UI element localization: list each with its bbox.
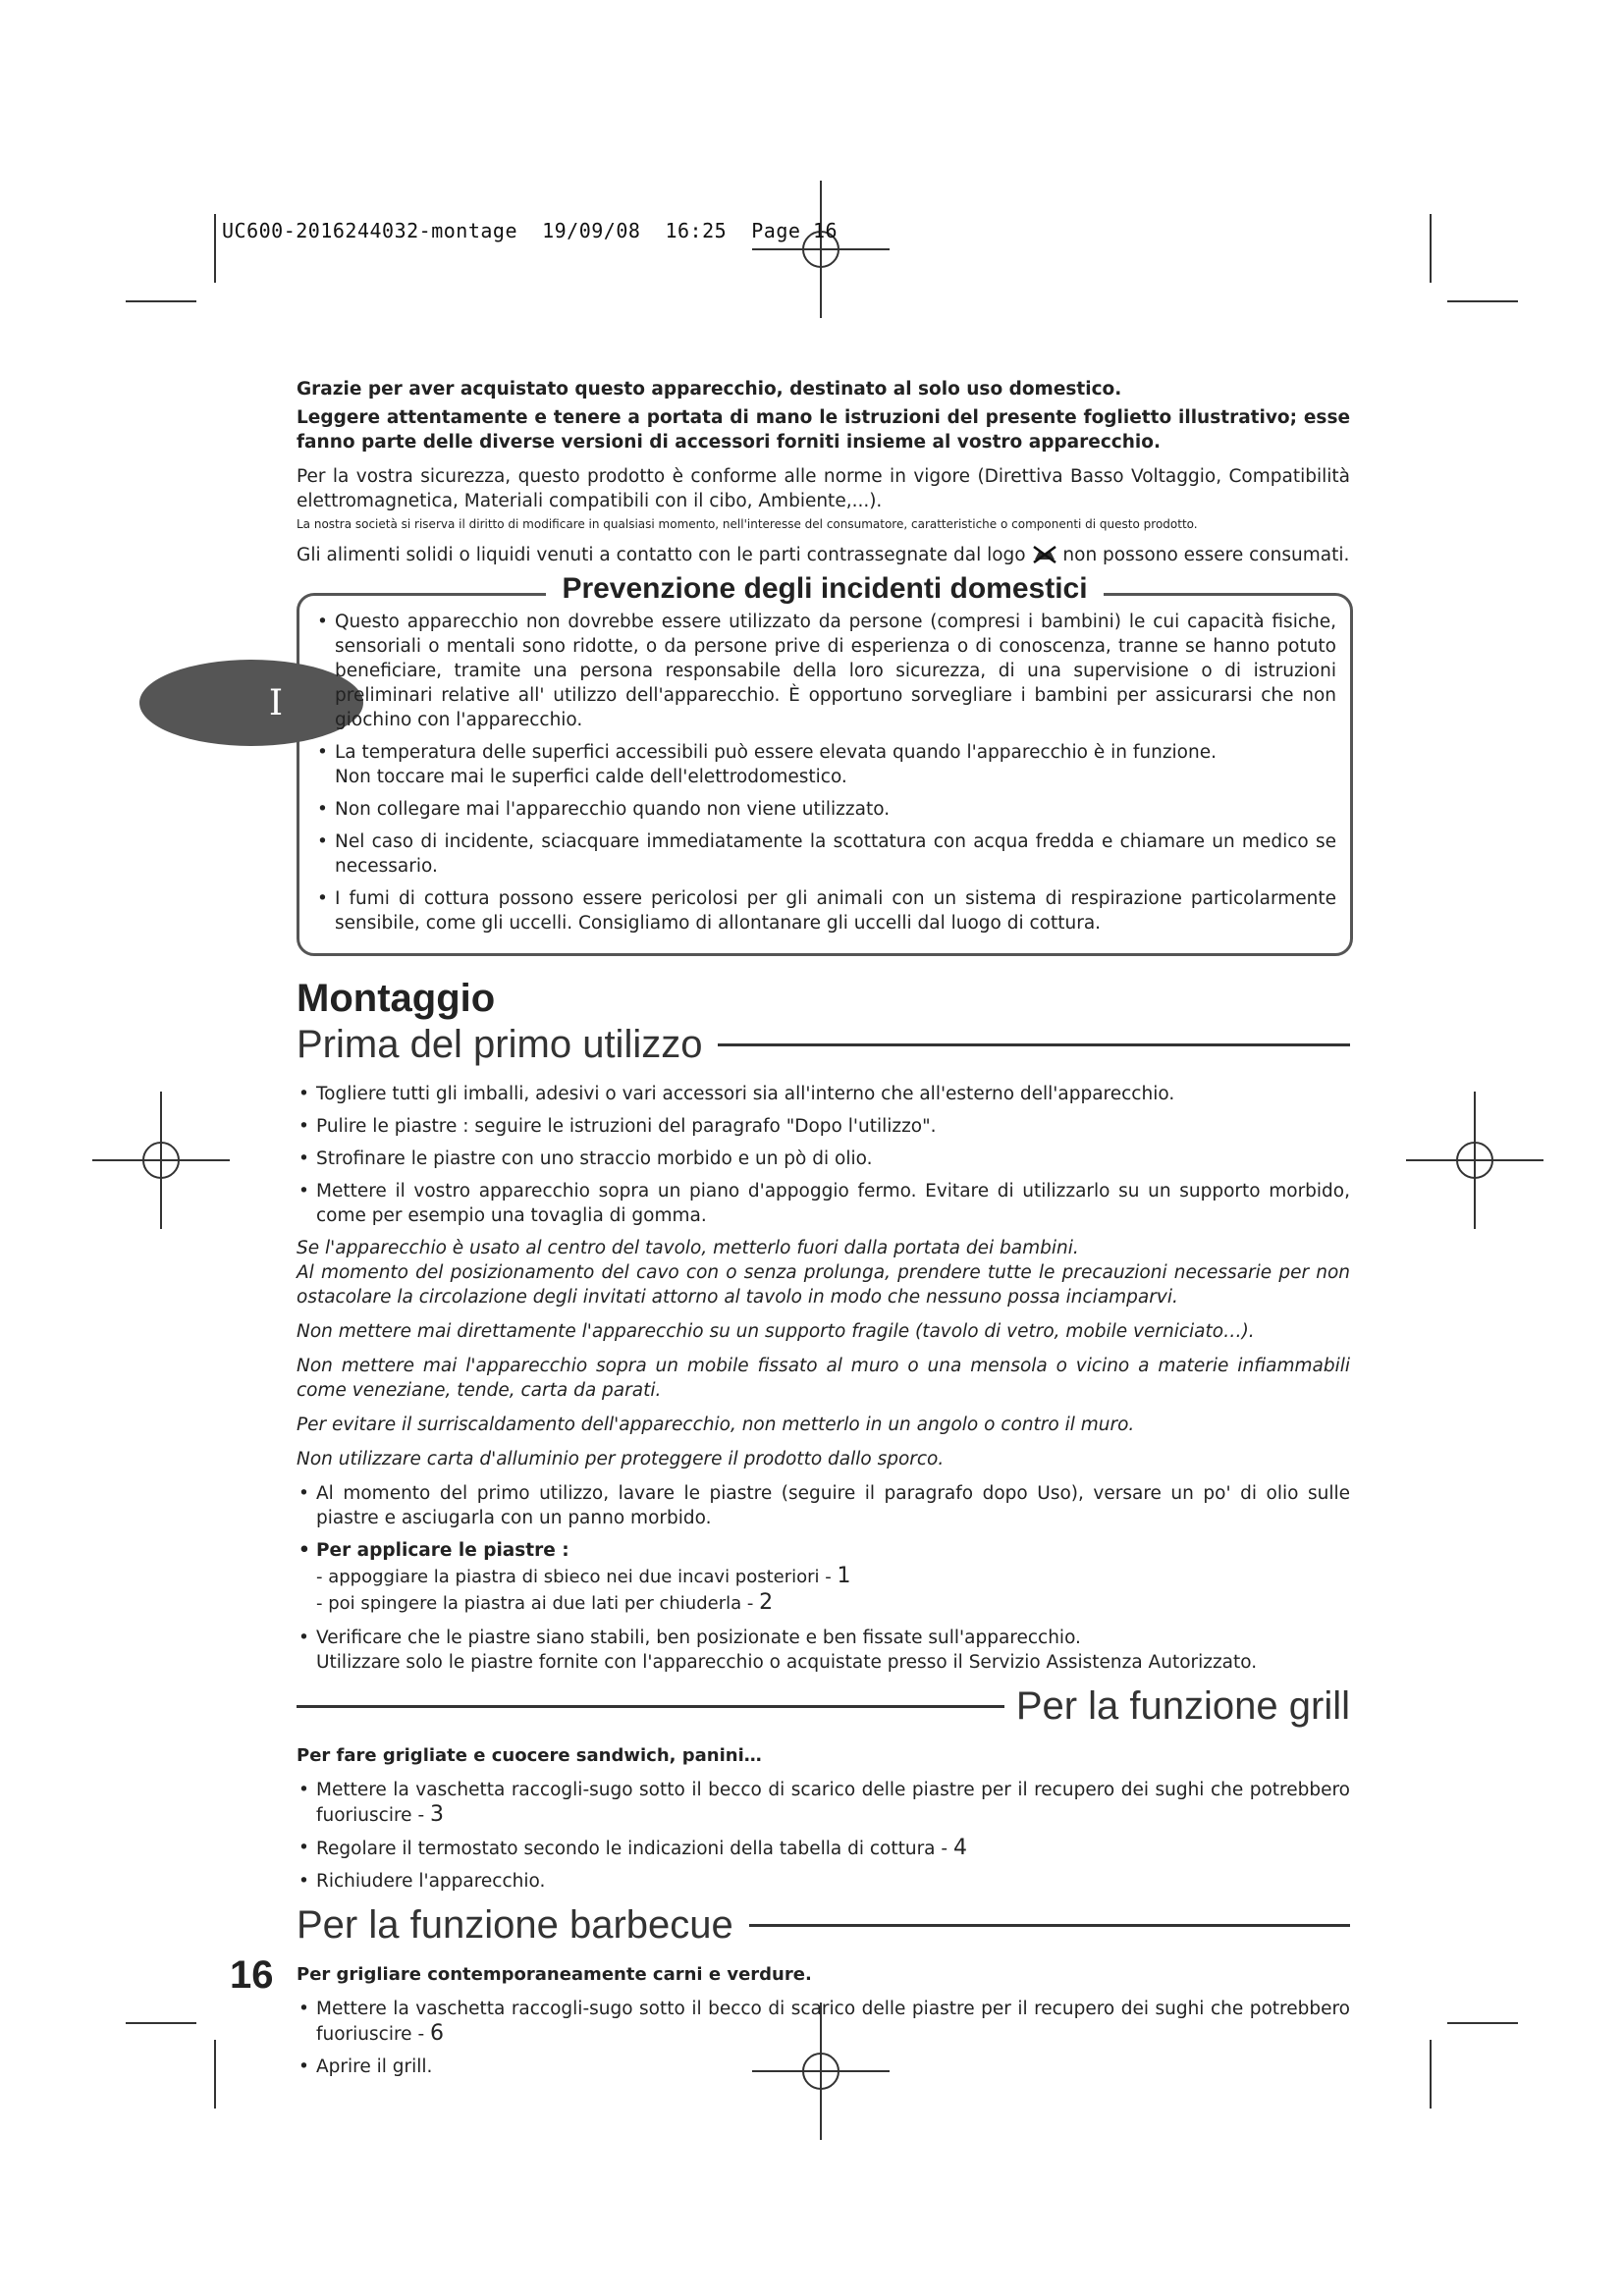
prevention-item: • I fumi di cottura possono essere pericolosi per gli animali con un sistema di respirazione particolarmente sensibile, come gli uccelli. Consigliamo di allontanare gli uccelli dal luogo di cottura. [315, 886, 1336, 935]
first-use-heading [297, 1021, 1350, 1068]
prevention-item: • Non collegare mai l'apparecchio quando non viene utilizzato. [315, 797, 1336, 822]
rights-text: La nostra società si riserva il diritto di modificare in qualsiasi momento, nell'interesse del consumatore, caratteristiche o componenti di questo prodotto. [297, 517, 1198, 531]
crop-mark [214, 214, 216, 283]
verify-line: Verificare che le piastre siano stabili, ben posizionate e ben fissate sull'apparecchio. [316, 1628, 1081, 1648]
apply-step [316, 1565, 1350, 1589]
grill-intro: Per fare grigliate e cuocere sandwich, panini… [297, 1745, 762, 1766]
grill-title: Per la funzione grill [1015, 1684, 1350, 1728]
prevention-item-text: Non toccare mai le superfici calde dell'elettrodomestico. [335, 767, 847, 787]
italic-note: Non mettere mai direttamente l'apparecchio su un supporto fragile (tavolo di vetro, mobile verniciato…). [297, 1321, 1255, 1342]
barbecue-item: • Aprire il grill. [297, 2055, 1350, 2079]
crop-mark [126, 2022, 196, 2024]
crop-mark [214, 2040, 216, 2109]
apply-step-text: - appoggiare la piastra di sbieco nei due incavi posteriori - [316, 1567, 832, 1587]
prevention-title: Prevenzione degli incidenti domestici [546, 572, 1103, 605]
italic-note: Al momento del posizionamento del cavo con o senza prolunga, prendere tutte le precauzioni necessarie per non ostacolare la circolazione degli invitati attorno al tavolo in modo che nessuno possa inciamparvi. [297, 1262, 1350, 1308]
first-use-item: • Mettere il vostro apparecchio sopra un piano d'appoggio fermo. Evitare di utilizzarlo su un supporto morbido, come per esempio una tovaglia di gomma. [297, 1179, 1350, 1228]
grill-item: • Richiudere l'apparecchio. [297, 1869, 1350, 1894]
barbecue-intro: Per grigliare contemporaneamente carni e verdure. [297, 1964, 812, 1985]
main-content [297, 377, 1350, 2087]
first-wash-item: • Al momento del primo utilizzo, lavare le piastre (seguire il paragrafo dopo Uso), versare un po' di olio sulle piastre e asciugarla con un panno morbido. [297, 1481, 1350, 1530]
prevention-item: • Nel caso di incidente, sciacquare immediatamente la scottatura con acqua fredda e chiamare un medico se necessario. [315, 829, 1336, 879]
heading-rule [749, 1924, 1350, 1927]
verify-item [297, 1626, 1350, 1675]
figure-ref: 2 [759, 1590, 774, 1615]
crop-mark [126, 300, 196, 302]
page-number: 16 [230, 1953, 274, 1997]
grill-item [297, 1836, 1350, 1861]
registration-mark-icon [752, 181, 890, 318]
grill-heading [297, 1682, 1350, 1730]
grill-item [297, 1778, 1350, 1828]
prevention-item: • Questo apparecchio non dovrebbe essere utilizzato da persone (compresi i bambini) le cui capacità fisiche, sensoriali o mentali sono ridotte, o da persone prive di esperienza o di conoscenza, tranne se hanno potuto beneficiare, tramite una persona responsabile della loro sicurezza, di una supervisione o di istruzioni preliminari relative all' utilizzo dell'apparecchio. È opportuno sorvegliare i bambini per assicurarsi che non giochino con l'apparecchio. [315, 610, 1336, 732]
first-use-item: • Togliere tutti gli imballi, adesivi o vari accessori sia all'interno che all'esterno dell'apparecchio. [297, 1082, 1350, 1106]
italic-note: Per evitare il surriscaldamento dell'apparecchio, non metterlo in un angolo o contro il muro. [297, 1415, 1135, 1435]
not-food-contact-logo-icon [1032, 546, 1057, 563]
intro-line-1: Grazie per aver acquistato questo apparecchio, destinato al solo uso domestico. [297, 379, 1122, 400]
crop-mark [1430, 2040, 1432, 2109]
prevention-item-text: La temperatura delle superfici accessibili può essere elevata quando l'apparecchio è in funzione. [335, 742, 1217, 763]
first-use-item: • Strofinare le piastre con uno straccio morbido e un pò di olio. [297, 1147, 1350, 1171]
registration-mark-icon [1406, 1092, 1543, 1229]
apply-step [316, 1591, 1350, 1616]
figure-ref: 1 [837, 1564, 851, 1588]
heading-rule [297, 1705, 1004, 1708]
figure-ref: 3 [430, 1802, 445, 1827]
logo-note-after: non possono essere consumati. [1062, 545, 1350, 565]
prevention-item [315, 740, 1336, 789]
figure-ref: 4 [952, 1836, 967, 1860]
print-slug-line: UC600-2016244032-montage 19/09/08 16:25 Page 16 [222, 219, 839, 242]
barbecue-item-text: Mettere la vaschetta raccogli-sugo sotto il becco di scarico delle piastre per il recupero dei sughi che potrebbero fuoriuscire - [316, 1999, 1350, 2045]
grill-item-text: Regolare il termostato secondo le indicazioni della tabella di cottura - [316, 1839, 948, 1859]
barbecue-item [297, 1997, 1350, 2047]
italic-note: Se l'apparecchio è usato al centro del tavolo, metterlo fuori dalla portata dei bambini. [297, 1238, 1079, 1258]
apply-step-text: - poi spingere la piastra ai due lati per chiuderla - [316, 1593, 754, 1614]
verify-line: Utilizzare solo le piastre fornite con l'apparecchio o acquistate presso il Servizio Assistenza Autorizzato. [316, 1652, 1258, 1673]
language-tab-label: I [268, 682, 284, 723]
safety-text: Per la vostra sicurezza, questo prodotto è conforme alle norme in vigore (Direttiva Basso Voltaggio, Compatibilità elettromagnetica, Materiali compatibili con il cibo, Ambiente,...). [297, 466, 1350, 511]
logo-note [297, 543, 1350, 567]
intro-line-2: Leggere attentamente e tenere a portata di mano le istruzioni del presente foglietto illustrativo; esse fanno parte delle diverse versioni di accessori forniti insieme al vostro apparecchio. [297, 407, 1350, 453]
italic-note: Non utilizzare carta d'alluminio per proteggere il prodotto dallo sporco. [297, 1449, 945, 1469]
crop-mark [1447, 300, 1518, 302]
heading-rule [718, 1043, 1350, 1046]
barbecue-heading [297, 1901, 1350, 1949]
prevention-box [297, 572, 1353, 956]
italic-note: Non mettere mai l'apparecchio sopra un mobile fissato al muro o una mensola o vicino a materie infiammabili come veneziane, tende, carta da parati. [297, 1356, 1350, 1401]
crop-mark [1447, 2022, 1518, 2024]
first-use-title: Prima del primo utilizzo [297, 1023, 703, 1066]
barbecue-title: Per la funzione barbecue [297, 1903, 733, 1947]
figure-ref: 6 [430, 2021, 445, 2046]
apply-plates-title: • Per applicare le piastre : [297, 1538, 1350, 1563]
first-use-item: • Pulire le piastre : seguire le istruzioni del paragrafo "Dopo l'utilizzo". [297, 1114, 1350, 1139]
grill-item-text: Mettere la vaschetta raccogli-sugo sotto il becco di scarico delle piastre per il recupero dei sughi che potrebbero fuoriuscire - [316, 1780, 1350, 1826]
montaggio-title: Montaggio [297, 977, 496, 1020]
crop-mark [1430, 214, 1432, 283]
registration-mark-icon [92, 1092, 230, 1229]
prevention-title-wrap [299, 572, 1350, 606]
logo-note-before: Gli alimenti solidi o liquidi venuti a contatto con le parti contrassegnate dal logo [297, 545, 1026, 565]
